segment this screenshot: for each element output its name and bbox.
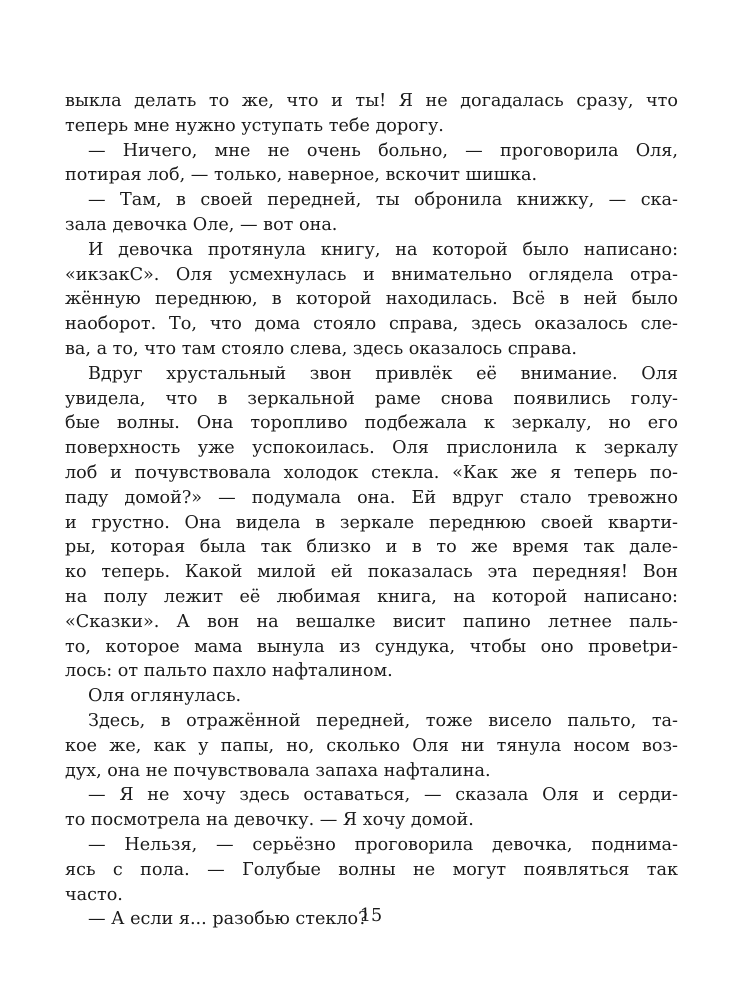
text-line: — Нельзя, — серьёзно проговорила девочка, поднима- [88, 834, 678, 855]
text-line: Здесь, в отражённой передней, тоже висело пальто, та- [88, 710, 678, 731]
text-line: «икзакС». Оля усмехнулась и внимательно оглядела отра- [65, 264, 678, 285]
text-line: «Сказки». А вон на вешалке висит папино летнее паль- [65, 611, 678, 632]
text-line: — Там, в своей передней, ты обронила книжку, — ска- [88, 190, 678, 211]
text-line: кое же, как у папы, но, сколько Оля ни тянула носом воз- [65, 735, 678, 756]
text-line: — А если я... разобью стекло? [88, 909, 368, 930]
text-line: Вдруг хрустальный звон привлёк её внимание. Оля [88, 363, 678, 384]
text-line: то, которое мама вынула из сундука, чтобы оно провetри- [65, 636, 678, 657]
text-line: лоб и почувствовала холодок стекла. «Как же я теперь по- [65, 462, 678, 483]
text-line: теперь мне нужно уступать тебе дорогу. [65, 115, 444, 136]
text-line: И девочка протянула книгу, на которой было написано: [88, 239, 678, 260]
text-line: поверхность уже успокоилась. Оля прислонила к зеркалу [65, 438, 678, 459]
page-body [65, 89, 678, 932]
text-line: ры, которая была так близко и в то же время так дале- [65, 537, 678, 558]
text-line: ва, а то, что там стояло слева, здесь оказалось справа. [65, 338, 578, 359]
text-line: ко теперь. Какой милой ей показалась эта передняя! Вон [65, 562, 678, 583]
text-line: то посмотрела на девочку. — Я хочу домой. [65, 810, 474, 831]
text-line: наоборот. То, что дома стояло справа, здесь оказалось сле- [65, 314, 678, 335]
text-line: на полу лежит её любимая книга, на которой написано: [65, 586, 678, 607]
text-line: ясь с пола. — Голубые волны не могут появляться так [65, 859, 678, 880]
text-line: Оля оглянулась. [88, 686, 242, 707]
page-number: 15 [359, 906, 383, 926]
text-line: выкла делать то же, что и ты! Я не догадалась сразу, что [65, 91, 678, 111]
text-line: паду домой?» — подумала она. Ей вдруг стало тревожно [65, 487, 678, 508]
text-line: лось: от пальто пахло нафталином. [65, 661, 393, 682]
text-line: — Ничего, мне не очень больно, — проговорила Оля, [88, 140, 678, 161]
text-line: дух, она не почувствовала запаха нафталина. [65, 760, 491, 781]
text-line: и грустно. Она видела в зеркале переднюю своей кварти- [65, 512, 678, 533]
text-line: увидела, что в зеркальной раме снова появились голу- [65, 388, 678, 409]
text-line: — Я не хочу здесь оставаться, — сказала Оля и серди- [88, 785, 678, 806]
text-line: бые волны. Она торопливо подбежала к зеркалу, но его [65, 413, 678, 434]
text-line: зала девочка Оле, — вот она. [65, 214, 338, 235]
text-line: часто. [65, 884, 123, 905]
text-line: потирая лоб, — только, наверное, вскочит шишка. [65, 165, 538, 186]
text-line: жённую переднюю, в которой находилась. Всё в ней было [65, 289, 678, 310]
